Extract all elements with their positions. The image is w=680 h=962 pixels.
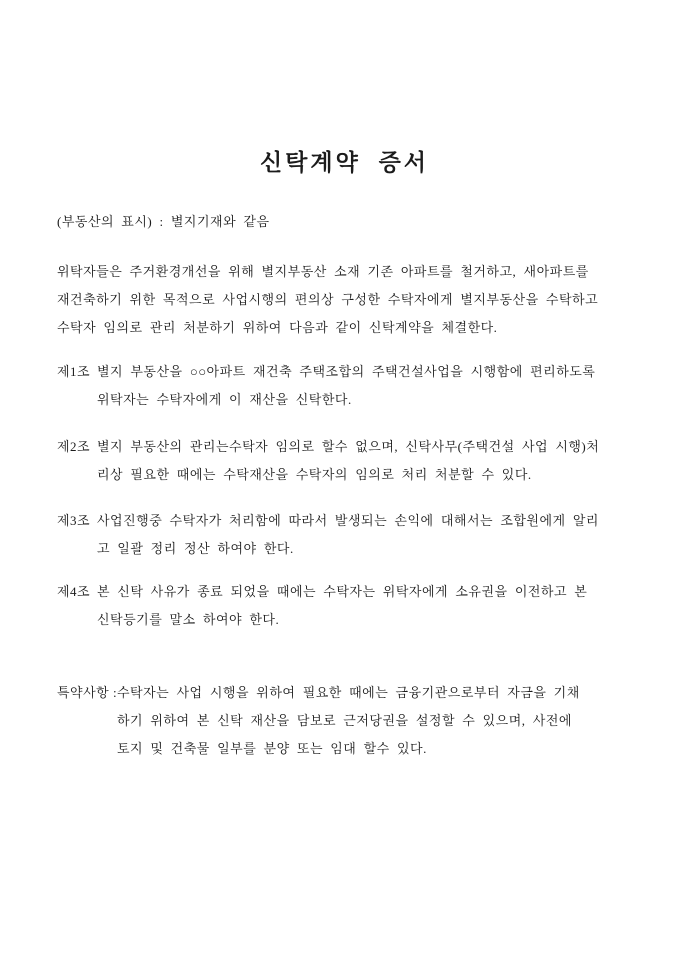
article-1 [57,358,632,414]
special-terms-line: 수탁자는 사업 시행을 위하여 필요한 때에는 금융기관으로부터 자금을 기채 [117,685,580,700]
article-1-line: 위탁자는 수탁자에게 이 재산을 신탁한다. [97,392,352,407]
intro-line: 위탁자들은 주거환경개선을 위해 별지부동산 소재 기존 아파트를 철거하고, 새아파트를 [57,264,589,279]
article-4-body [97,578,632,634]
article-3-line: 고 일괄 정리 정산 하여야 한다. [97,541,294,556]
article-4-label: 제4조 [57,584,91,599]
article-3 [57,507,632,563]
special-terms-body [117,679,632,763]
intro-line: 재건축하기 위한 목적으로 사업시행의 편의상 구성한 수탁자에게 별지부동산을 수탁하고 [57,292,599,307]
special-terms-label: 특약사항 : [57,685,118,700]
special-terms [57,679,632,763]
article-1-body [97,358,632,414]
special-terms-line: 하기 위하여 본 신탁 재산을 담보로 근저당권을 설정할 수 있으며, 사전에 [117,713,572,728]
article-3-line: 사업진행중 수탁자가 처리함에 따라서 발생되는 손익에 대해서는 조합원에게 알리 [97,513,599,528]
article-1-line: 별지 부동산을 ○○아파트 재건축 주택조합의 주택건설사업을 시행함에 편리하도록 [97,364,596,379]
article-2-line: 리상 필요한 때에는 수탁재산을 수탁자의 임의로 처리 처분할 수 있다. [97,467,532,482]
article-2-body [97,433,632,489]
special-terms-line: 토지 및 건축물 일부를 분양 또는 임대 할수 있다. [117,741,427,756]
article-4-line: 신탁등기를 말소 하여야 한다. [97,612,280,627]
article-3-label: 제3조 [57,513,91,528]
article-2 [57,433,632,489]
intro-paragraph [57,258,632,342]
article-2-line: 별지 부동산의 관리는수탁자 임의로 할수 없으며, 신탁사무(주택건설 사업 시행)처 [97,439,600,454]
article-1-label: 제1조 [57,364,91,379]
article-4-line: 본 신탁 사유가 종료 되었을 때에는 수탁자는 위탁자에게 소유권을 이전하고 본 [97,584,588,599]
property-display-line: (부동산의 표시) : 별지기재와 같음 [57,214,270,229]
intro-line: 수탁자 임의로 관리 처분하기 위하여 다음과 같이 신탁계약을 체결한다. [57,320,498,335]
article-2-label: 제2조 [57,439,91,454]
article-4 [57,578,632,634]
document-title: 신탁계약 증서 [259,150,430,175]
article-3-body [97,507,632,563]
